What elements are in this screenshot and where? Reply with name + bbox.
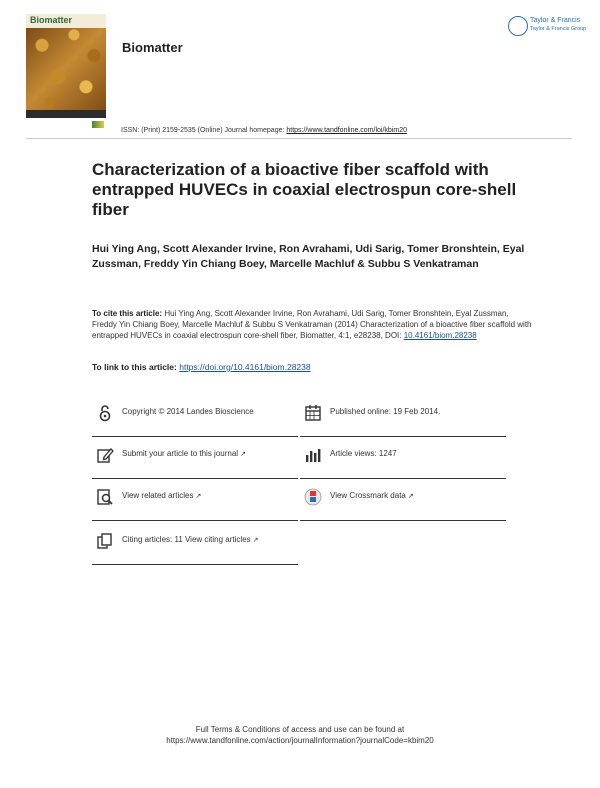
journal-name: Biomatter bbox=[122, 40, 183, 55]
cover-title: Biomatter bbox=[30, 15, 73, 25]
citing-articles-icon bbox=[96, 532, 114, 550]
published-text: Published online: 19 Feb 2014. bbox=[330, 407, 441, 416]
citation-label: To cite this article: bbox=[92, 309, 163, 318]
open-access-lock-icon bbox=[96, 404, 114, 422]
crossmark-box[interactable] bbox=[300, 482, 506, 521]
external-link-icon: ↗ bbox=[240, 451, 246, 458]
related-articles-box[interactable] bbox=[92, 482, 298, 521]
header-divider bbox=[26, 138, 572, 139]
calendar-icon bbox=[304, 404, 322, 422]
publisher-name-line2: Taylor & Francis Group bbox=[530, 26, 587, 32]
citing-articles-label: Citing articles: 11 View citing articles bbox=[122, 535, 251, 544]
external-link-icon: ↗ bbox=[195, 493, 202, 500]
footer-terms-text: Full Terms & Conditions of access and use can be found at bbox=[195, 725, 405, 734]
publisher-small-logo bbox=[92, 121, 104, 128]
publisher-name-line1: Taylor & Francis bbox=[530, 17, 581, 24]
external-link-icon: ↗ bbox=[252, 537, 259, 544]
copyright-text: Copyright © 2014 Landes Bioscience bbox=[122, 407, 254, 416]
link-label: To link to this article: bbox=[92, 362, 177, 372]
cover-strip bbox=[26, 110, 106, 118]
bar-chart-icon bbox=[304, 446, 322, 464]
related-articles-label: View related articles bbox=[122, 491, 194, 500]
submit-article-label: Submit your article to this journal bbox=[122, 449, 239, 458]
related-articles-icon bbox=[96, 488, 114, 506]
submit-article-box[interactable] bbox=[92, 440, 298, 479]
journal-homepage-link[interactable]: https://www.tandfonline.com/loi/kbim20 bbox=[286, 127, 407, 134]
article-views-text: Article views: 1247 bbox=[330, 449, 397, 458]
footer bbox=[0, 724, 600, 746]
crossmark-icon bbox=[304, 488, 322, 506]
article-authors: Hui Ying Ang, Scott Alexander Irvine, Ron Avrahami, Udi Sarig, Tomer Bronshtein, Eyal Zussman, Freddy Yin Chiang Boey, Marcelle Machluf & Subbu S Venkatraman bbox=[92, 243, 525, 270]
journal-cover-image bbox=[26, 14, 106, 118]
issn-text: ISSN: (Print) 2159-2535 (Online) Journal homepage: bbox=[121, 127, 285, 134]
citation-text: Hui Ying Ang, Scott Alexander Irvine, Ron Avrahami, Udi Sarig, Tomer Bronshtein, Eyal Zussman, Freddy Yin Chiang Boey, Marcelle Machluf & Subbu S Venkatraman (2014) Characterization of a bioactive fiber scaffold with entrapped HUVECs in coaxial electrospun core-shell fiber, Biomatter, 4:1, e28238, DOI: bbox=[92, 309, 532, 340]
link-line bbox=[92, 362, 311, 372]
edit-pencil-icon bbox=[96, 446, 114, 464]
copyright-box bbox=[92, 398, 298, 437]
footer-terms-link[interactable]: https://www.tandfonline.com/action/journalInformation?journalCode=kbim20 bbox=[166, 736, 434, 745]
publisher-name bbox=[530, 17, 586, 33]
citing-articles-box[interactable] bbox=[92, 526, 298, 565]
taylor-francis-logo-icon bbox=[508, 16, 528, 36]
citation-doi-link[interactable]: 10.4161/biom.28238 bbox=[403, 331, 477, 340]
citing-articles-link[interactable] bbox=[122, 535, 259, 544]
article-title: Characterization of a bioactive fiber scaffold with entrapped HUVECs in coaxial electrospun core-shell fiber bbox=[92, 160, 517, 219]
article-views-box bbox=[300, 440, 506, 479]
related-articles-link[interactable] bbox=[122, 491, 201, 500]
submit-article-link[interactable] bbox=[122, 449, 246, 458]
issn-line bbox=[121, 127, 407, 134]
crossmark-link[interactable] bbox=[330, 491, 414, 500]
external-link-icon: ↗ bbox=[407, 493, 414, 500]
article-doi-link[interactable]: https://doi.org/10.4161/biom.28238 bbox=[179, 362, 311, 372]
citation-block bbox=[92, 308, 532, 341]
crossmark-label: View Crossmark data bbox=[330, 491, 406, 500]
published-box bbox=[300, 398, 506, 437]
